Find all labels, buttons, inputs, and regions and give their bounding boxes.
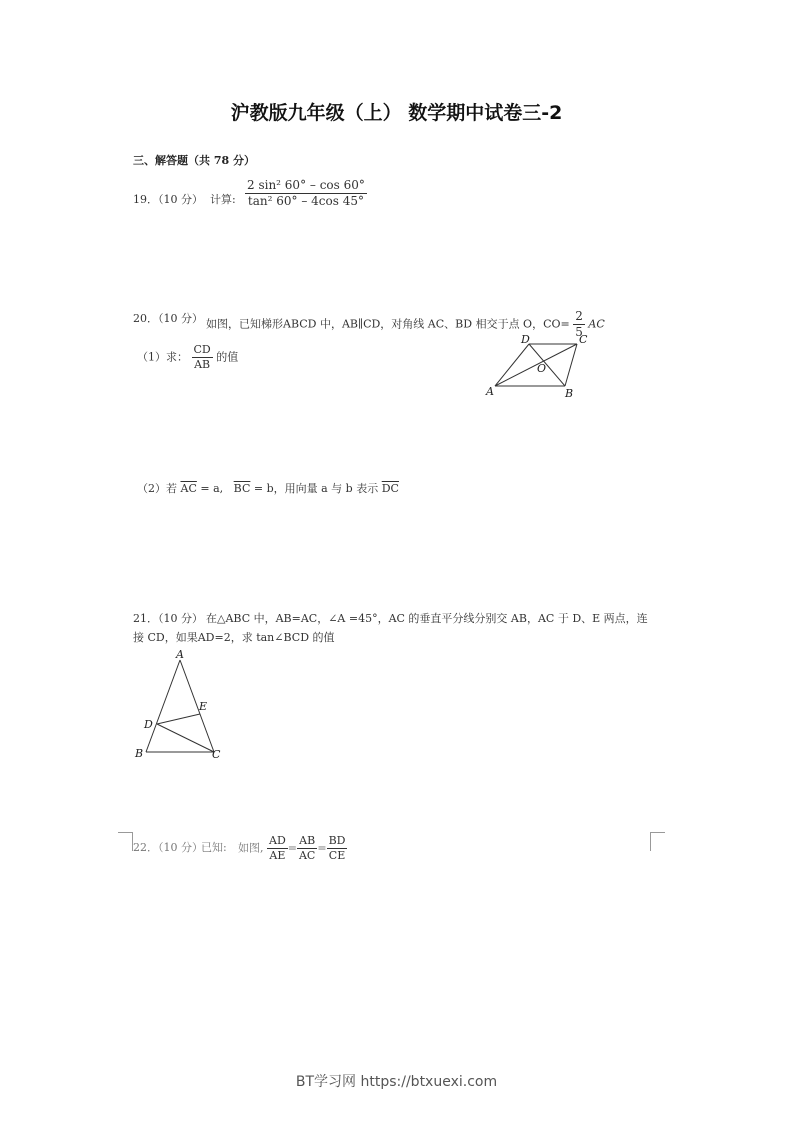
label-c: C bbox=[579, 333, 588, 346]
section-heading: 三、解答题（共 78 分） bbox=[133, 154, 255, 167]
q20-part2-eq2: = b，用向量 a 与 b 表示 bbox=[253, 482, 379, 495]
q19-verb: 计算: bbox=[210, 193, 236, 206]
q20-frac-den: 5 bbox=[575, 325, 583, 340]
q20-part1 bbox=[137, 344, 238, 371]
q22-known: 已知: bbox=[201, 841, 227, 854]
q22-fig: 如图, bbox=[238, 841, 264, 855]
q20-part2-prefix: （2）若 bbox=[137, 482, 177, 495]
q22-frac1 bbox=[267, 835, 288, 862]
q19-fraction bbox=[245, 179, 367, 208]
label-b: B bbox=[565, 387, 574, 400]
label-b: B bbox=[135, 747, 144, 760]
q21-line1: 在△ABC 中，AB=AC，∠A =45°，AC 的垂直平分线分别交 AB，AC 于 D、E 两点，连 bbox=[206, 612, 648, 625]
q22-f3-num: BD bbox=[327, 835, 348, 849]
q20-part1-fraction bbox=[192, 344, 213, 371]
q20-part2-eq1: = a, bbox=[200, 482, 224, 495]
label-d: D bbox=[521, 333, 530, 346]
corner-mark-right bbox=[650, 832, 665, 851]
q22-f1-den: AE bbox=[269, 849, 286, 863]
label-e: E bbox=[199, 700, 208, 713]
label-c: C bbox=[212, 748, 221, 761]
page-title: 沪教版九年级（上） 数学期中试卷三-2 bbox=[230, 102, 563, 124]
q20-number: 20．（10 分） bbox=[133, 312, 203, 325]
q20-text-end: AC bbox=[588, 317, 605, 331]
q20-part2 bbox=[137, 480, 399, 496]
vector-bc: $\overline{BC}$ bbox=[233, 482, 251, 495]
q20-part1-label: （1）求： bbox=[137, 350, 188, 364]
label-a: A bbox=[486, 385, 494, 398]
q22-f1-num: AD bbox=[267, 835, 288, 849]
triangle-figure bbox=[130, 648, 230, 764]
q22-frac3 bbox=[327, 835, 348, 862]
q21-line2: 接 CD，如果AD=2，求 tan∠BCD 的值 bbox=[133, 631, 335, 644]
footer-watermark: BT学习网 https://btxuexi.com bbox=[295, 1074, 498, 1090]
q19-denominator: tan² 60° – 4cos 45° bbox=[247, 194, 364, 209]
q19-number: 19．（10 分） bbox=[133, 193, 203, 206]
vector-ac: $\overline{AC}$ bbox=[180, 482, 197, 495]
q22-number: 22．（10 分） bbox=[133, 841, 203, 854]
label-o: O bbox=[537, 362, 547, 375]
q21-number: 21．（10 分） bbox=[133, 612, 203, 625]
q20-statement: 如图，已知梯形ABCD 中，AB∥CD，对角线 AC、BD 相交于点 O，CO= bbox=[206, 317, 570, 331]
q19-numerator: 2 sin² 60° – cos 60° bbox=[245, 179, 367, 194]
label-d: D bbox=[144, 718, 153, 731]
q22-expression: 如图, $\frac{AD}{AE}$ = $\frac{AB}{AC}$ = $\frac{BD}{CE}$ bbox=[238, 834, 346, 863]
q22-f2-den: AC bbox=[298, 849, 316, 863]
corner-mark-left bbox=[118, 832, 133, 851]
vector-dc: $\overline{DC}$ bbox=[381, 482, 399, 495]
q20-part1-end: 的值 bbox=[216, 350, 239, 364]
q20-frac-num: 2 bbox=[573, 310, 585, 325]
q22-frac2 bbox=[297, 835, 317, 862]
q20-part1-num: CD bbox=[192, 344, 213, 358]
q22-f2-num: AB bbox=[297, 835, 317, 849]
label-a: A bbox=[176, 648, 184, 661]
q20-part1-den: AB bbox=[194, 358, 211, 372]
q22-f3-den: CE bbox=[328, 849, 346, 863]
trapezoid-figure bbox=[483, 330, 593, 402]
